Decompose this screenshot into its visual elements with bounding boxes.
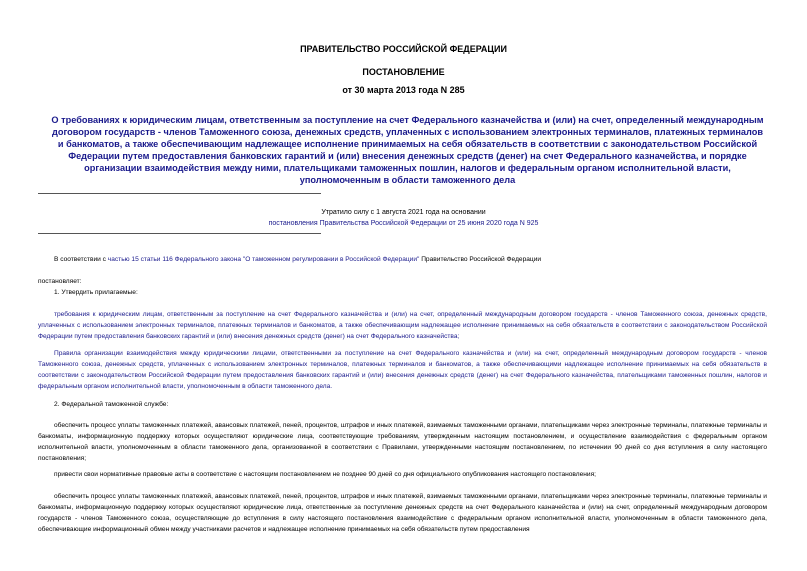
document-title: О требованиях к юридическим лицам, ответственным за поступление на счет Федерального казначейства и (или) на счет, определенный международным договором государств - членов Таможенного союза, денежных средств, уплаченных с использованием электронных терминалов, платежных терминалов и банкоматов, а также обеспечивающим надлежащее исполнение принимаемых на себя обязательств в соответствии с законодательством Российской Федерации путем предоставления банковских гарантий и (или) внесения денежных средств (денег) на счет Федерального казначейства, и порядке организации взаимодействия между ними, плательщиками таможенных пошлин, налогов и федеральным органом исполнительной власти, уполномоченным в области таможенного дела [51, 115, 764, 185]
intro-after: Правительство Российской Федерации [419, 256, 542, 263]
divider-bottom [38, 233, 321, 234]
intro-before: В соответствии с [54, 256, 108, 263]
intro-paragraph [38, 254, 767, 265]
decides-text: постановляет: [38, 278, 82, 285]
date-number-heading: от 30 марта 2013 года N 285 [342, 85, 465, 95]
item-2a: обеспечить процесс уплаты таможенных платежей, авансовых платежей, пеней, процентов, штрафов и иных платежей, взимаемых таможенными органами, плательщиками через электронные терминалы, платежные терминалы и банкоматы, информационную поддержку которых осуществляют юридические лица, соответствующие требованиям, утвержденным настоящим постановлением, и осуществление взаимодействия с федеральным органом исполнительной власти, уполномоченным в области таможенного дела, организованной в соответствии с Правилами, утвержденными настоящим постановлением, по истечении 90 дней со дня вступления в силу настоящего постановления; [38, 422, 767, 462]
government-heading: ПРАВИТЕЛЬСТВО РОССИЙСКОЙ ФЕДЕРАЦИИ [300, 44, 507, 54]
void-notice-link[interactable]: постановления Правительства Российской Федерации от 25 июня 2020 года N 925 [268, 220, 539, 227]
law-article-link[interactable]: частью 15 статьи 116 Федерального закона "О таможенном регулировании в Российской Федерации" [107, 256, 420, 263]
item-1a-link[interactable]: требования к юридическим лицам, ответственным за поступление на счет Федерального казначейства и (или) на счет, определенный международным договором государств - членов Таможенного союза, денежных средств, уплаченных с использованием электронных терминалов, платежных терминалов и банкоматов, а также обеспечивающим надлежащее исполнение принимаемых на себя обязательств в соответствии с законодательством Российской Федерации путем предоставления банковских гарантий и (или) внесения денежных средств (денег) на счет Федерального казначейства; [38, 311, 767, 340]
item-2c: обеспечить процесс уплаты таможенных платежей, авансовых платежей, пеней, процентов, штрафов и иных платежей, взимаемых таможенными органами, плательщиками через электронные терминалы, платежные терминалы и банкоматы, информационную поддержку которых осуществляют юридические лица, ответственные за поступление денежных средств на счет Федерального казначейства и (или) на счет, определенный международным договором государств - членов Таможенного союза, осуществляющие до вступления в силу настоящего постановления взаимодействие с федеральным органом исполнительной власти, уполномоченным в области таможенного дела, обеспечивающие информационный обмен между участниками расчетов и надлежащее исполнение принимаемых на себя обязательств путем предоставления [38, 493, 767, 533]
item-2: 2. Федеральной таможенной службе: [54, 401, 169, 408]
item-2b: привести свои нормативные правовые акты в соответствие с настоящим постановлением не позднее 90 дней со дня официального опубликования настоящего постановления; [54, 471, 597, 478]
divider-top [38, 193, 321, 194]
void-notice-line1: Утратило силу с 1 августа 2021 года на основании [321, 209, 486, 216]
doc-type-heading: ПОСТАНОВЛЕНИЕ [362, 67, 445, 77]
item-1b-link[interactable]: Правила организации взаимодействия между юридическими лицами, ответственными за поступление на счет Федерального казначейства и (или) на счет, определенный международным договором государств - членов Таможенного союза, денежных средств, уплаченных с использованием электронных терминалов, платежных терминалов и банкоматов, а также обеспечивающими надлежащее исполнение принимаемых на себя обязательств в соответствии с законодательством Российской Федерации путем предоставления банковских гарантий и (или) внесения денежных средств (денег) на счет Федерального казначейства, плательщиками таможенных пошлин, налогов и федеральным органом исполнительной власти, уполномоченным в области таможенного дела. [38, 350, 767, 390]
item-1: 1. Утвердить прилагаемые: [54, 289, 138, 296]
